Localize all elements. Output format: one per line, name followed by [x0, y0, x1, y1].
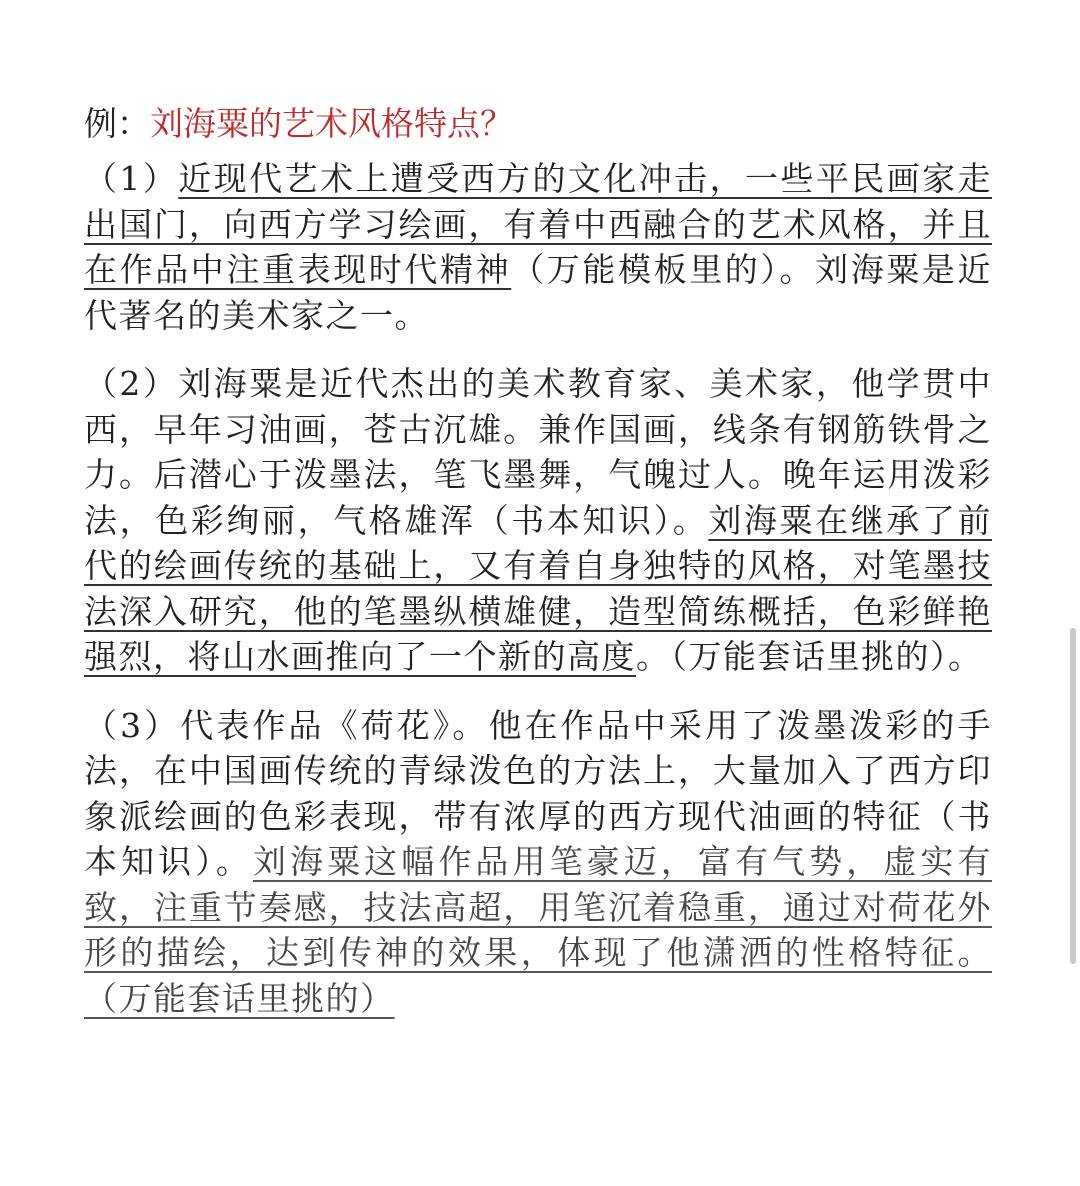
plain-text: （万能模板里的）。刘海粟是近代著名的美术家之一。 — [84, 250, 993, 335]
underlined-text: 刘海粟在继承了前代的绘画传统的基础上，又有着自身独特的风格，对笔墨技法深入研究，他的笔墨纵横雄健，造型简练概括，色彩鲜艳强烈，将山水画推向了一个新的高度 — [84, 500, 993, 676]
question-line — [84, 98, 992, 150]
question-label: 例： — [84, 104, 150, 143]
paragraph-number: （1） — [84, 159, 179, 198]
answer-paragraph-1 — [84, 156, 992, 338]
paragraph-number: （3） — [84, 705, 181, 745]
answer-paragraph-2 — [84, 361, 992, 680]
underlined-text: 刘海粟这幅作品用笔豪迈，富有气势，虚实有致，注重节奏感，技法高超，用笔沉着稳重，通过对荷花外形的描绘，达到传神的效果，体现了他潇洒的性格特征。（万能套话里挑的） — [84, 842, 993, 1018]
plain-text: 代表作品《荷花》。他在作品中采用了泼墨泼彩的手法，在中国画传统的青绿泼色的方法上，大量加入了西方印象派绘画的色彩表现，带有浓厚的西方现代油画的特征（书本知识）。 — [84, 705, 993, 881]
paragraph-number: （2） — [84, 364, 179, 403]
vertical-scrollbar[interactable] — [1070, 628, 1076, 964]
plain-text: 。（万能套话里挑的）。 — [636, 637, 983, 676]
underlined-text: 近现代艺术上遭受西方的文化冲击，一些平民画家走出国门，向西方学习绘画，有着中西融合的艺术风格，并且 在作品中注重表现时代精神 — [84, 159, 993, 289]
answer-paragraph-3 — [84, 703, 992, 1022]
plain-text: 刘海粟是近代杰出的美术教育家、美术家，他学贯中西，早年习油画，苍古沉雄。兼作国画，线条有钢筋铁骨之力。后潜心于泼墨法，笔飞墨舞，气魄过人。晚年运用泼彩法，色彩绚丽，气格雄浑（书本知识）。 — [84, 364, 993, 540]
question-text: 刘海粟的艺术风格特点？ — [150, 104, 513, 143]
document-body — [84, 98, 992, 1044]
